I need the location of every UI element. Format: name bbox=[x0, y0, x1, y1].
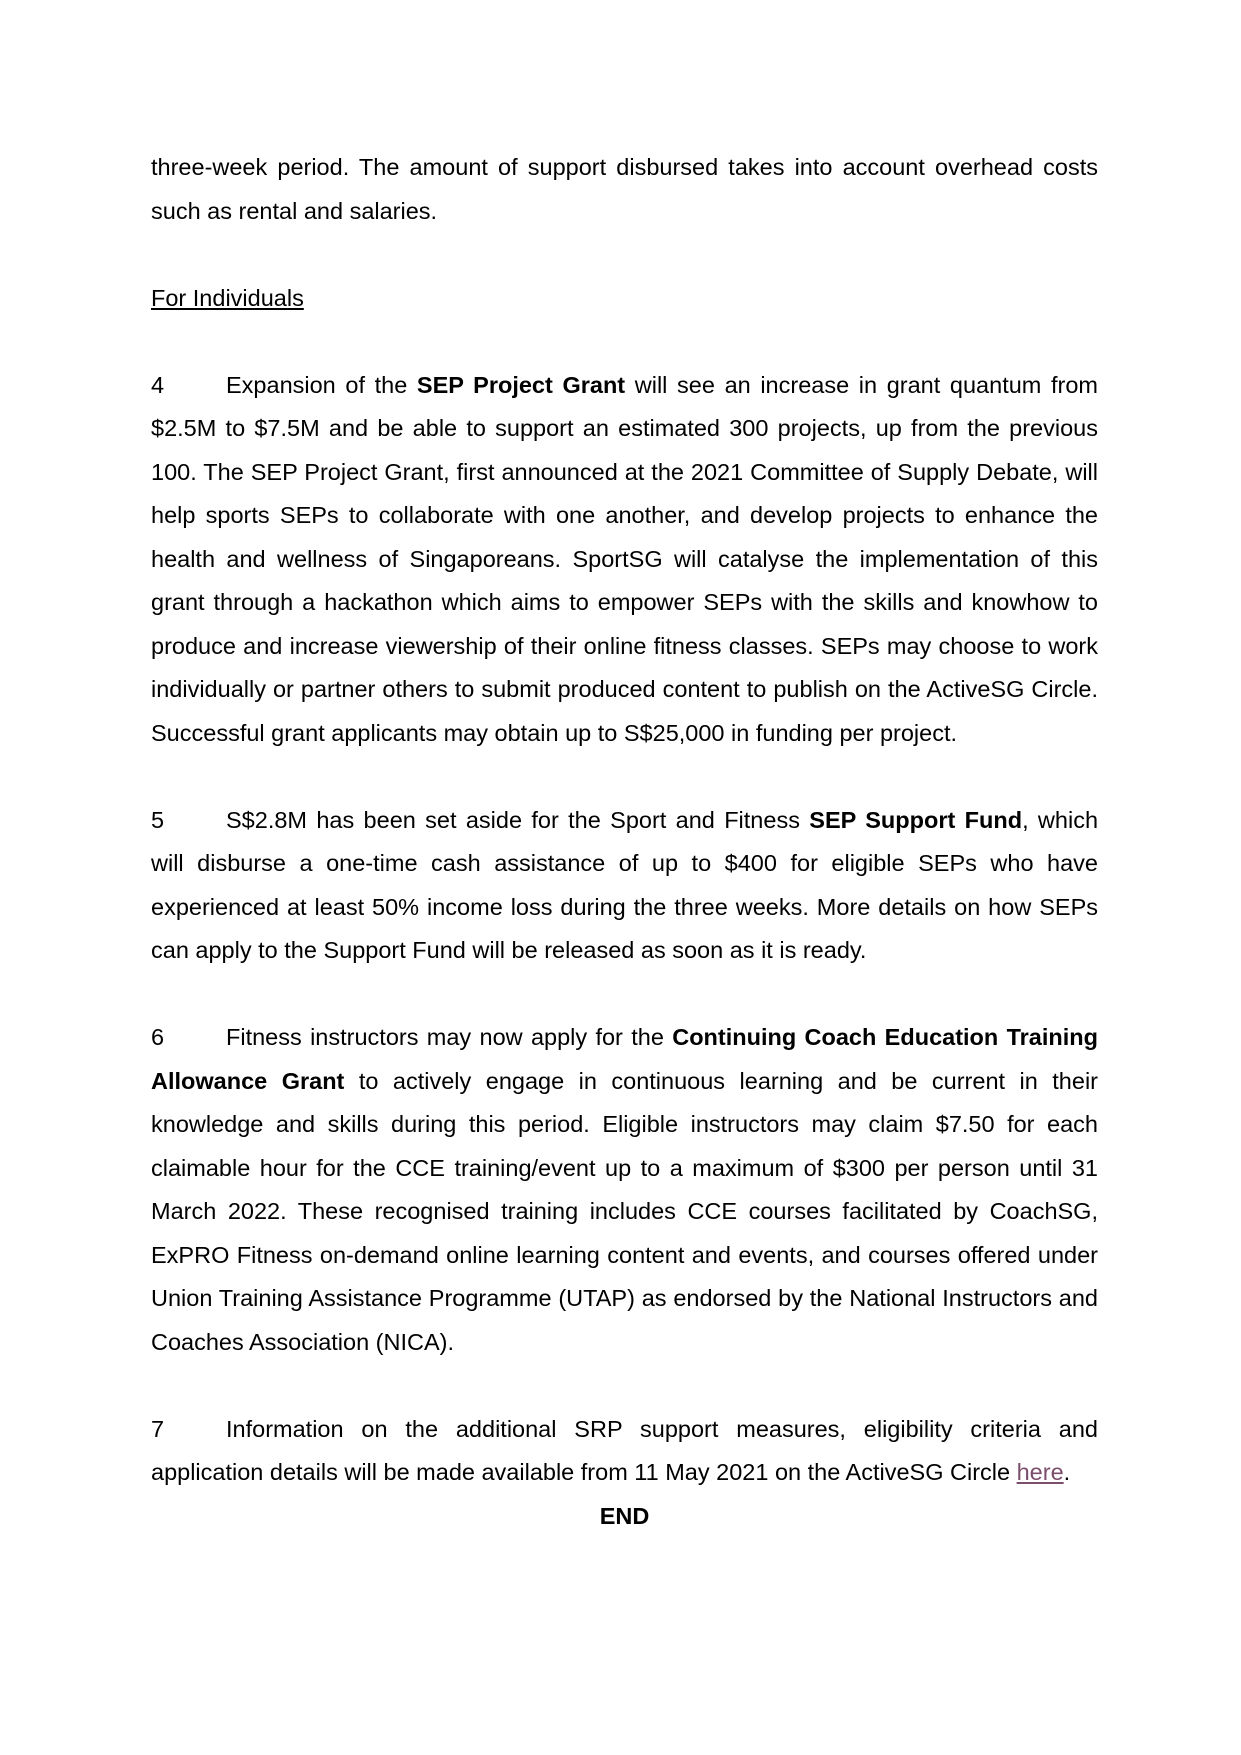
paragraph-4 bbox=[151, 364, 1098, 756]
paragraph-number: 6 bbox=[151, 1024, 165, 1050]
document-page bbox=[151, 146, 1098, 1538]
section-heading-wrapper bbox=[151, 277, 1098, 321]
end-marker: END bbox=[599, 1502, 650, 1529]
paragraph-number: 4 bbox=[151, 371, 165, 398]
paragraph-text-pre: Information on the additional SRP support measures, eligibility criteria and application details will be made available from 11 May 2021 on the ActiveSG Circle bbox=[151, 1415, 1098, 1485]
paragraph-text-pre: Fitness instructors may now apply for the bbox=[226, 1024, 673, 1050]
paragraph-7 bbox=[151, 1408, 1098, 1495]
paragraph-text-post: will see an increase in grant quantum from $2.5M to $7.5M and be able to support an estimated 300 projects, up from the previous 100. The SEP Project Grant, first announced at the 2021 Committee of Supply Debate, will help sports SEPs to collaborate with one another, and develop projects to enhance the health and wellness of Singaporeans. SportSG will catalyse the implementation of this grant through a hackathon which aims to empower SEPs with the skills and knowhow to produce and increase viewership of their online fitness classes. SEPs may choose to work individually or partner others to submit produced content to publish on the ActiveSG Circle. Successful grant applicants may obtain up to S$25,000 in funding per project. bbox=[151, 371, 1099, 746]
section-heading: For Individuals bbox=[151, 284, 304, 311]
paragraph-text-post: , which will disburse a one-time cash assistance of up to $400 for eligible SEPs who have experienced at least 50% income loss during the three weeks. More details on how SEPs can apply to the Support Fund will be released as soon as it is ready. bbox=[151, 806, 1099, 963]
here-link[interactable]: here bbox=[1016, 1459, 1064, 1485]
paragraph-text-post: . bbox=[1063, 1459, 1071, 1485]
paragraph-text-pre: S$2.8M has been set aside for the Sport and Fitness bbox=[226, 806, 810, 833]
paragraph-text-pre: Expansion of the bbox=[226, 371, 417, 398]
fund-name-bold: SEP Support Fund bbox=[809, 806, 1023, 833]
grant-name-bold: Continuing Coach Education Training Allowance Grant bbox=[151, 1024, 1098, 1094]
grant-name-bold: SEP Project Grant bbox=[416, 371, 626, 398]
paragraph-number: 5 bbox=[151, 806, 165, 833]
intro-paragraph: three-week period. The amount of support disbursed takes into account overhead costs such as rental and salaries. bbox=[151, 154, 1098, 224]
paragraph-number: 7 bbox=[151, 1415, 165, 1442]
paragraph-5 bbox=[151, 799, 1098, 973]
paragraph-text-post: to actively engage in continuous learning and be current in their knowledge and skills during this period. Eligible instructors may claim $7.50 for each claimable hour for the CCE training/event up to a maximum of $300 per person until 31 March 2022. These recognised training includes CCE courses facilitated by CoachSG, ExPRO Fitness on-demand online learning content and events, and courses offered under Union Training Assistance Programme (UTAP) as endorsed by the National Instructors and Coaches Association (NICA). bbox=[151, 1067, 1098, 1355]
paragraph-6 bbox=[151, 1016, 1098, 1364]
